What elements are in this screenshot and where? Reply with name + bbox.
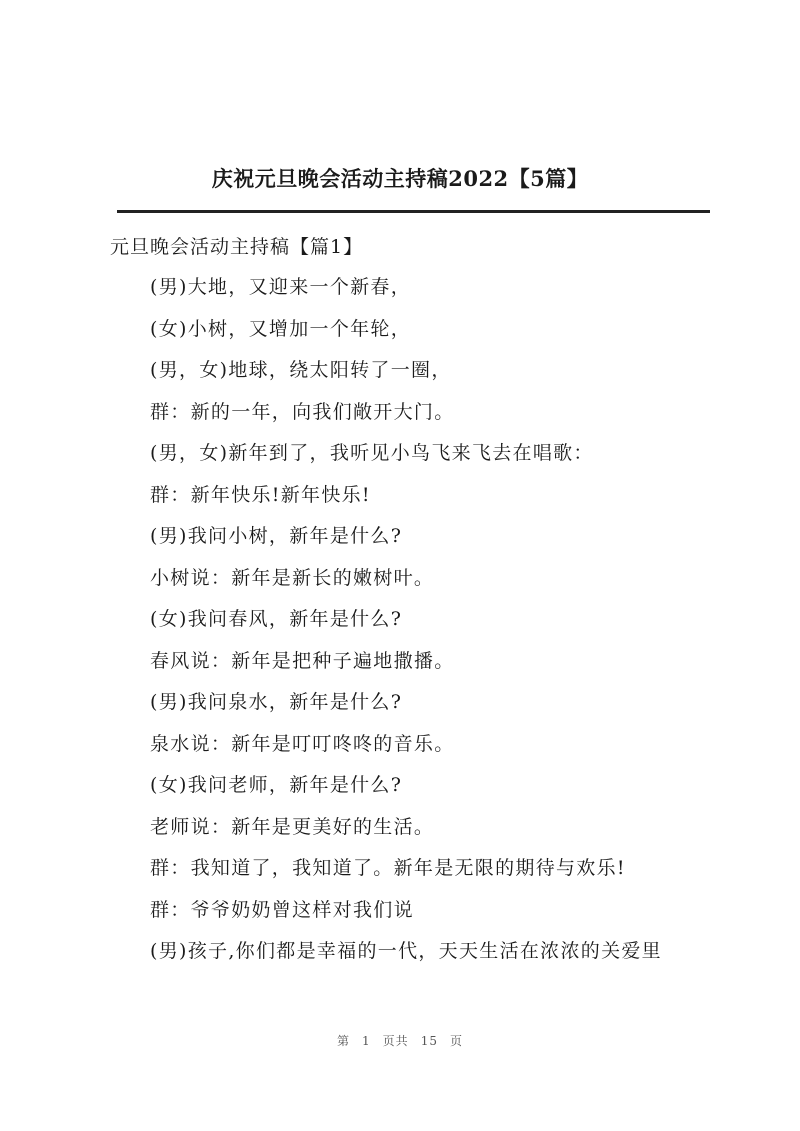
page-footer bbox=[0, 1032, 800, 1049]
script-line: 群：爷爷奶奶曾这样对我们说 bbox=[150, 898, 414, 921]
script-line: 群：我知道了，我知道了。新年是无限的期待与欢乐! bbox=[150, 857, 626, 879]
script-line: (女)小树，又增加一个年轮， bbox=[150, 317, 412, 340]
document-title: 庆祝元旦晚会活动主持稿2022【5篇】 bbox=[211, 166, 589, 191]
script-line: 群：新年快乐!新年快乐! bbox=[150, 483, 371, 506]
title-divider bbox=[117, 210, 710, 213]
total-pages: 15 bbox=[420, 1034, 438, 1048]
script-line: (男)大地，又迎来一个新春， bbox=[150, 276, 412, 298]
script-line: 群：新的一年，向我们敞开大门。 bbox=[150, 400, 455, 423]
script-line: 泉水说：新年是叮叮咚咚的音乐。 bbox=[150, 732, 455, 755]
script-lines bbox=[150, 270, 750, 976]
script-line: (男)我问泉水，新年是什么? bbox=[150, 691, 403, 713]
page-of: 页共 bbox=[382, 1034, 409, 1048]
script-line: 春风说：新年是把种子遍地撒播。 bbox=[150, 649, 455, 672]
script-line: 老师说：新年是更美好的生活。 bbox=[150, 815, 435, 838]
script-line: (女)我问春风，新年是什么? bbox=[150, 608, 403, 630]
script-line: (女)我问老师，新年是什么? bbox=[150, 774, 403, 796]
script-line: 小树说：新年是新长的嫩树叶。 bbox=[150, 566, 435, 589]
page-prefix: 第 bbox=[337, 1034, 351, 1048]
section-heading: 元旦晚会活动主持稿【篇1】 bbox=[110, 236, 364, 258]
script-line: (男，女)新年到了，我听见小鸟飞来飞去在唱歌： bbox=[150, 442, 594, 464]
script-line: (男)我问小树，新年是什么? bbox=[150, 525, 403, 547]
page-number: 1 bbox=[362, 1034, 371, 1048]
script-line: (男)孩子,你们都是幸福的一代，天天生活在浓浓的关爱里 bbox=[150, 940, 662, 962]
script-line: (男，女)地球，绕太阳转了一圈， bbox=[150, 359, 452, 381]
page-suffix: 页 bbox=[449, 1034, 463, 1048]
